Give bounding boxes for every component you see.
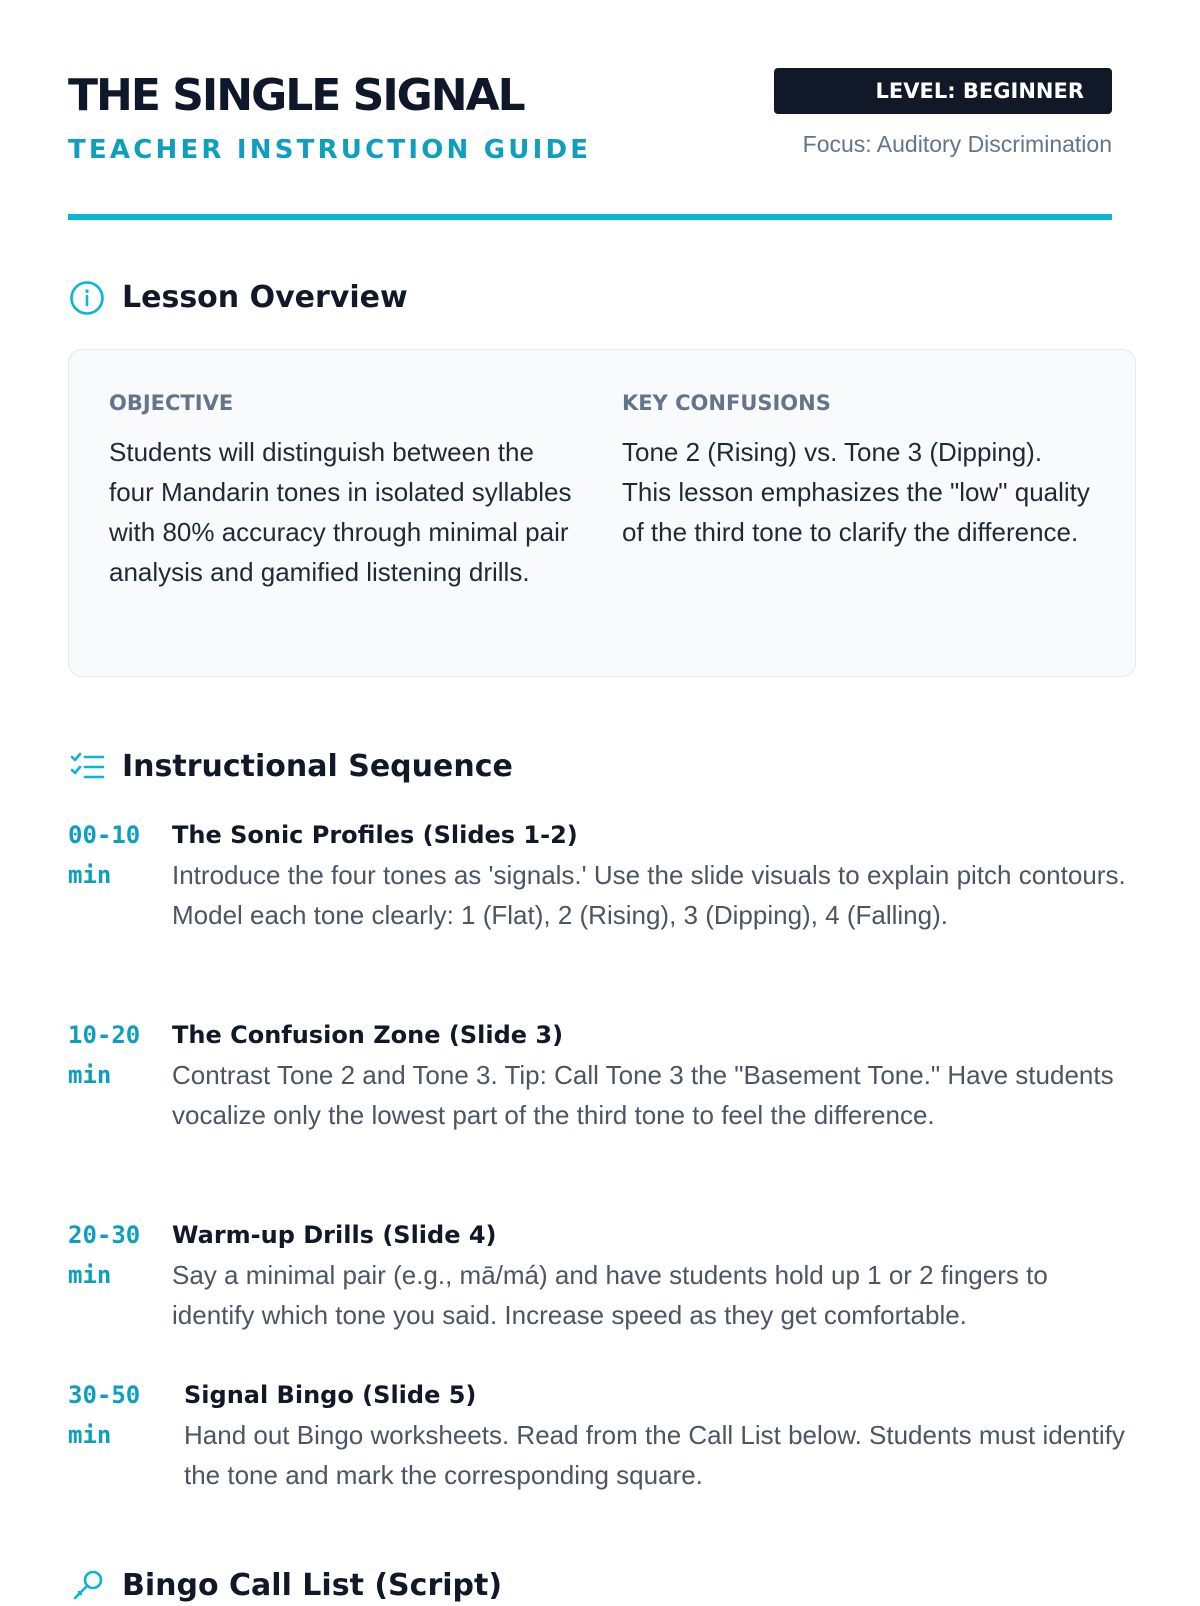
- step-time: 30-50 min: [68, 1381, 141, 1449]
- objective-text: Students will distinguish between the four Mandarin tones in isolated syllables with 80% accuracy through minimal pair analysis and gamified listening drills.: [109, 437, 572, 587]
- step-title: The Sonic Profiles (Slides 1-2): [172, 821, 578, 849]
- step-title: Signal Bingo (Slide 5): [184, 1381, 477, 1409]
- step-time: 00-10 min: [68, 821, 141, 889]
- level-badge: LEVEL: BEGINNER: [774, 68, 1112, 114]
- step-body: [172, 1015, 1136, 1135]
- step-body: [172, 815, 1136, 935]
- step-time: 20-30 min: [68, 1221, 141, 1289]
- page-subtitle: TEACHER INSTRUCTION GUIDE: [68, 135, 592, 165]
- objective-column: [109, 388, 582, 638]
- step-body: [172, 1215, 1136, 1335]
- step-title: Warm-up Drills (Slide 4): [172, 1221, 497, 1249]
- step-description: Introduce the four tones as 'signals.' Use the slide visuals to explain pitch contours. Model each tone clearly: 1 (Flat), 2 (Rising), 3 (Dipping), 4 (Falling).: [172, 860, 1126, 930]
- confusions-text: Tone 2 (Rising) vs. Tone 3 (Dipping). This lesson emphasizes the "low" quality of the third tone to clarify the difference.: [622, 437, 1090, 547]
- step-description: Say a minimal pair (e.g., mā/má) and have students hold up 1 or 2 fingers to identify which tone you said. Increase speed as they get comfortable.: [172, 1260, 1048, 1330]
- header-divider: [68, 214, 1112, 220]
- sequence-step: [68, 1015, 1136, 1135]
- section-title: Instructional Sequence: [122, 749, 513, 784]
- sequence-step: [68, 815, 1136, 935]
- focus-label: Focus: Auditory Discrimination: [802, 131, 1112, 157]
- sequence-step: [68, 1375, 1136, 1495]
- page-header: [68, 0, 1112, 222]
- microphone-icon: [68, 1567, 106, 1605]
- sequence-step: [68, 1215, 1136, 1335]
- bingo-call-list-heading: [68, 1566, 502, 1606]
- checklist-icon: [68, 748, 106, 786]
- step-body: [184, 1375, 1136, 1495]
- info-icon: [68, 279, 106, 317]
- confusions-label: KEY CONFUSIONS: [622, 391, 831, 415]
- section-title: Lesson Overview: [122, 280, 408, 315]
- page-title: THE SINGLE SIGNAL: [68, 70, 524, 121]
- section-title: Bingo Call List (Script): [122, 1568, 503, 1603]
- overview-card: [68, 349, 1136, 677]
- step-description: Contrast Tone 2 and Tone 3. Tip: Call Tone 3 the "Basement Tone." Have students vocalize only the lowest part of the third tone to feel the difference.: [172, 1060, 1114, 1130]
- step-description: Hand out Bingo worksheets. Read from the Call List below. Students must identify the tone and mark the corresponding square.: [184, 1420, 1125, 1490]
- instructional-sequence-heading: [68, 747, 513, 787]
- confusions-column: [622, 388, 1095, 638]
- step-time: 10-20 min: [68, 1021, 141, 1089]
- lesson-overview-heading: [68, 278, 408, 318]
- objective-label: OBJECTIVE: [109, 391, 234, 415]
- step-title: The Confusion Zone (Slide 3): [172, 1021, 564, 1049]
